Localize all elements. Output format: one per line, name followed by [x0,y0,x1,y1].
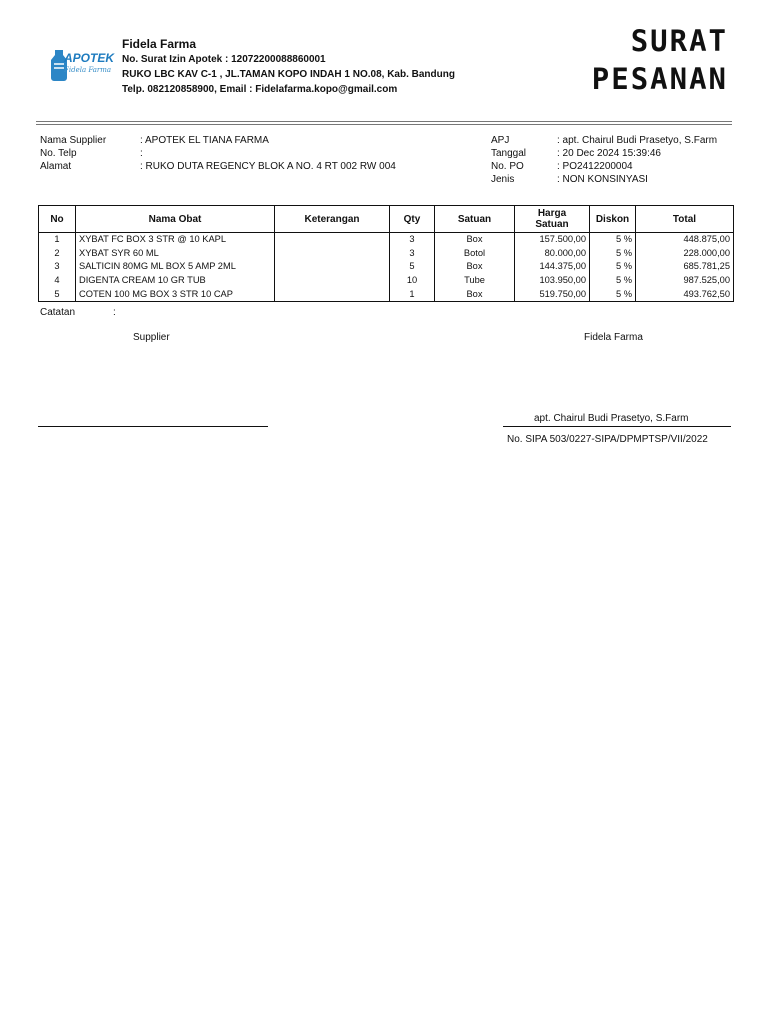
cell-unit: Box [435,260,515,274]
col-header-price [515,206,590,233]
order-type-value: : NON KONSINYASI [557,174,648,185]
cell-total: 448.875,00 [636,233,734,247]
supplier-address-label: Alamat [40,161,72,172]
supplier-name-value: : APOTEK EL TIANA FARMA [140,135,269,146]
order-items-table [38,205,734,302]
supplier-signature-label: Supplier [133,332,170,343]
col-header-price-line2: Satuan [535,219,569,230]
cell-no: 1 [39,233,76,247]
cell-note [275,233,390,247]
col-header-total: Total [636,206,734,233]
date-label: Tanggal [491,148,527,159]
cell-price: 144.375,00 [515,260,590,274]
col-header-discount: Diskon [590,206,636,233]
table-row [39,233,734,247]
cell-discount: 5 % [590,260,636,274]
cell-note [275,247,390,261]
table-header-row [39,206,734,233]
col-header-name: Nama Obat [76,206,275,233]
table-row [39,247,734,261]
company-contact: Telp. 082120858900, Email : Fidelafarma.kopo@gmail.com [122,84,398,95]
cell-unit: Botol [435,247,515,261]
col-header-note: Keterangan [275,206,390,233]
table-row [39,287,734,301]
col-header-unit: Satuan [435,206,515,233]
cell-name: DIGENTA CREAM 10 GR TUB [76,274,275,288]
apj-value: : apt. Chairul Budi Prasetyo, S.Farm [557,135,718,146]
cell-price: 519.750,00 [515,287,590,301]
col-header-price-line1: Harga [537,208,567,219]
cell-price: 103.950,00 [515,274,590,288]
cell-discount: 5 % [590,287,636,301]
cell-no: 2 [39,247,76,261]
date-value: : 20 Dec 2024 15:39:46 [557,148,661,159]
cell-total: 228.000,00 [636,247,734,261]
supplier-address-value: : RUKO DUTA REGENCY BLOK A NO. 4 RT 002 RW 004 [140,161,396,172]
document-title-line1: SURAT [630,24,728,58]
logo-text: APOTEK [64,51,115,65]
cell-note [275,260,390,274]
cell-unit: Box [435,233,515,247]
order-type-label: Jenis [491,174,515,185]
supplier-signature-line [38,426,268,427]
sipa-number: No. SIPA 503/0227-SIPA/DPMPTSP/VII/2022 [507,434,708,445]
cell-discount: 5 % [590,274,636,288]
cell-unit: Box [435,287,515,301]
company-address: RUKO LBC KAV C-1 , JL.TAMAN KOPO INDAH 1 NO.08, Kab. Bandung [122,69,455,80]
license-number: No. Surat Izin Apotek : 12072200088860001 [122,54,326,65]
supplier-phone-value: : [140,148,143,159]
cell-total: 493.762,50 [636,287,734,301]
cell-price: 157.500,00 [515,233,590,247]
pharmacist-name: apt. Chairul Budi Prasetyo, S.Farm [534,413,689,424]
cell-total: 685.781,25 [636,260,734,274]
cell-no: 3 [39,260,76,274]
cell-discount: 5 % [590,247,636,261]
supplier-phone-label: No. Telp [40,148,77,159]
cell-price: 80.000,00 [515,247,590,261]
cell-note [275,287,390,301]
table-row [39,274,734,288]
cell-name: XYBAT SYR 60 ML [76,247,275,261]
cell-name: SALTICIN 80MG ML BOX 5 AMP 2ML [76,260,275,274]
cell-qty: 3 [390,233,435,247]
cell-total: 987.525,00 [636,274,734,288]
cell-qty: 1 [390,287,435,301]
po-number-label: No. PO [491,161,524,172]
notes-colon: : [113,307,116,318]
cell-unit: Tube [435,274,515,288]
pharmacist-signature-line [503,426,731,427]
table-row [39,260,734,274]
col-header-no: No [39,206,76,233]
apj-label: APJ [491,135,510,146]
po-number-value: : PO2412200004 [557,161,633,172]
supplier-name-label: Nama Supplier [40,135,107,146]
header-divider [36,121,732,122]
notes-label: Catatan [40,307,76,318]
cell-name: XYBAT FC BOX 3 STR @ 10 KAPL [76,233,275,247]
cell-discount: 5 % [590,233,636,247]
cell-qty: 3 [390,247,435,261]
cell-name: COTEN 100 MG BOX 3 STR 10 CAP [76,287,275,301]
company-name: Fidela Farma [122,37,197,51]
logo-script: Fidela Farma [64,66,112,74]
pharmacy-signature-label: Fidela Farma [584,332,643,343]
cell-qty: 10 [390,274,435,288]
header-divider-2 [36,124,732,125]
col-header-qty: Qty [390,206,435,233]
cell-no: 4 [39,274,76,288]
document-title-line2: PESANAN [591,62,728,96]
cell-note [275,274,390,288]
cell-no: 5 [39,287,76,301]
cell-qty: 5 [390,260,435,274]
